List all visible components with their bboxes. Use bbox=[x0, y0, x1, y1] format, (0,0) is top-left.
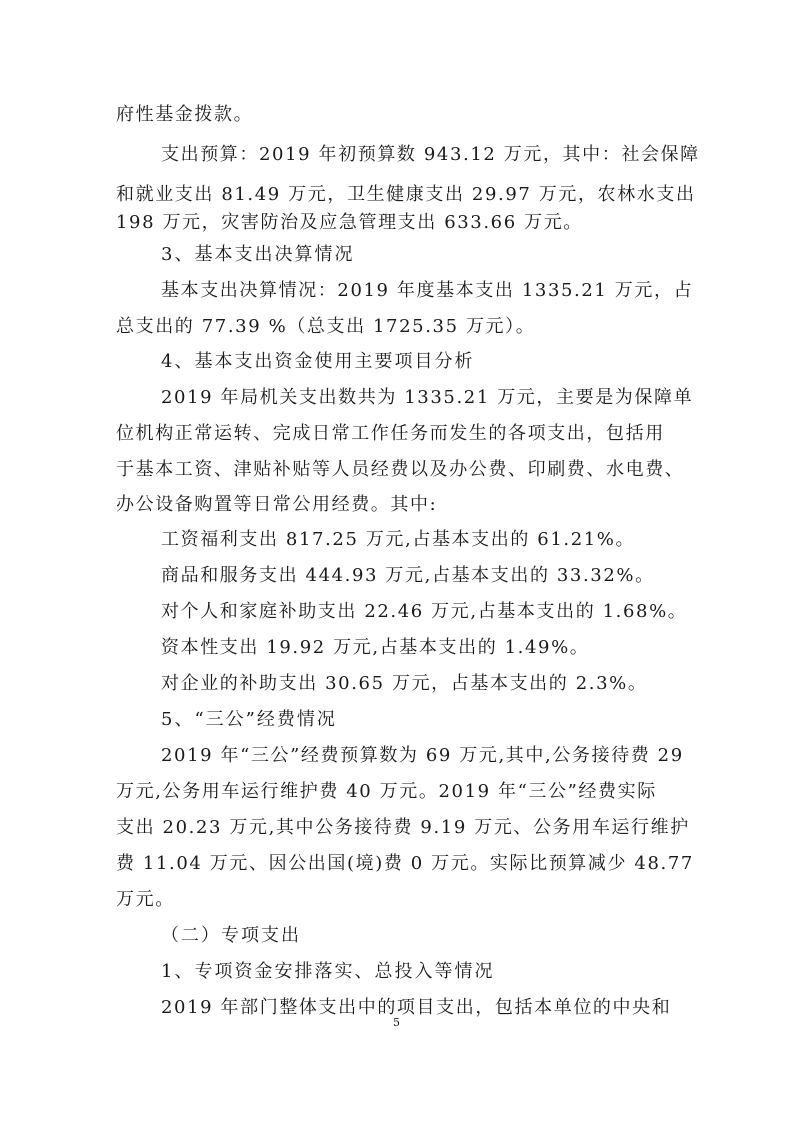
paragraph-line-1: 府性基金拨款。 bbox=[116, 104, 254, 125]
paragraph-line-4: 198 万元，灾害防治及应急管理支出 633.66 万元。 bbox=[116, 212, 583, 233]
expense-line-salary: 工资福利支出 817.25 万元,占基本支出的 61.21%。 bbox=[161, 529, 636, 550]
paragraph-line-9: 2019 年局机关支出数共为 1335.21 万元，主要是为保障单 bbox=[161, 387, 694, 408]
expense-line-capital: 资本性支出 19.92 万元,占基本支出的 1.49%。 bbox=[161, 637, 590, 658]
paragraph-line-7: 总支出的 77.39 %（总支出 1725.35 万元）。 bbox=[116, 316, 536, 337]
expense-line-household-subsidy: 对个人和家庭补助支出 22.46 万元,占基本支出的 1.68%。 bbox=[161, 601, 688, 622]
paragraph-line-6: 基本支出决算情况：2019 年度基本支出 1335.21 万元，占 bbox=[161, 280, 694, 301]
expense-line-enterprise-subsidy: 对企业的补助支出 30.65 万元，占基本支出的 2.3%。 bbox=[161, 673, 648, 694]
paragraph-line-22: 费 11.04 万元、因公出国(境)费 0 万元。实际比预算减少 48.77 bbox=[116, 853, 694, 874]
paragraph-line-10: 位机构正常运转、完成日常工作任务而发生的各项支出，包括用 bbox=[116, 423, 665, 444]
section-heading-4: 4、基本支出资金使用主要项目分析 bbox=[161, 351, 475, 372]
subsection-heading-1: 1、专项资金安排落实、总投入等情况 bbox=[161, 961, 495, 982]
paragraph-line-11: 于基本工资、津贴补贴等人员经费以及办公费、印刷费、水电费、 bbox=[116, 459, 685, 480]
paragraph-line-12: 办公设备购置等日常公用经费。其中: bbox=[116, 494, 438, 515]
paragraph-line-21: 支出 20.23 万元,其中公务接待费 9.19 万元、公务用车运行维护 bbox=[116, 817, 690, 838]
paragraph-line-23: 万元。 bbox=[116, 889, 175, 910]
section-heading-5: 5、“三公”经费情况 bbox=[161, 709, 337, 730]
page-number: 5 bbox=[393, 1016, 400, 1029]
section-heading-3: 3、基本支出决算情况 bbox=[161, 244, 355, 265]
paragraph-line-2: 支出预算：2019 年初预算数 943.12 万元，其中：社会保障 bbox=[161, 144, 700, 165]
paragraph-line-3: 和就业支出 81.49 万元，卫生健康支出 29.97 万元，农林水支出 bbox=[116, 184, 696, 205]
paragraph-line-26: 2019 年部门整体支出中的项目支出，包括本单位的中央和 bbox=[161, 997, 672, 1018]
paragraph-line-20: 万元,公务用车运行维护费 40 万元。2019 年“三公”经费实际 bbox=[116, 781, 657, 802]
expense-line-goods-services: 商品和服务支出 444.93 万元,占基本支出的 33.32%。 bbox=[161, 565, 655, 586]
section-heading-special: （二）专项支出 bbox=[161, 925, 301, 946]
paragraph-line-19: 2019 年“三公”经费预算数为 69 万元,其中,公务接待费 29 bbox=[161, 745, 684, 766]
